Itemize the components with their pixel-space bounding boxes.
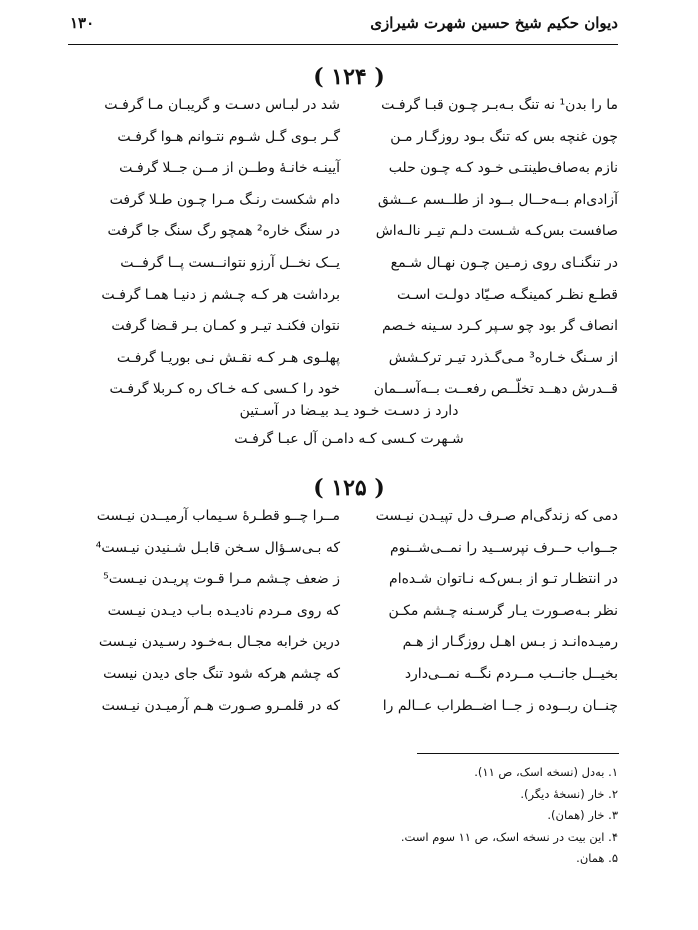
hemistich: در تنگنـای روی زمـین چـون نهـال شـمع [390, 254, 618, 271]
hemistich: قــدرش دهــد تخلّــص رفعــت بــه‌آســمان [373, 381, 618, 398]
hemistich: نظر بـه‌صـورت یـار گرسـنه چـشم مکـن [388, 602, 618, 619]
hemistich: قطـع نظـر کمینگـه صـیّاد دولـت اسـت [396, 286, 618, 303]
footnote: ۱. بەدل (نسخه اسک، ص ۱۱). [474, 765, 618, 779]
poem-125-title: ( ۱۲۵ ) [313, 475, 385, 501]
hemistich: بخیــل جانــب مــردم نگــه نمــی‌دارد [404, 665, 618, 682]
hemistich: در سنگ خاره² همچو رگ سنگ جا گرفت [107, 223, 340, 240]
hemistich: که چشم هرکه شود تنگ جای دیدن نیست [103, 665, 340, 682]
hemistich: دام شکست رنـگ مـرا چـون طـلا گرفت [109, 191, 340, 208]
hemistich: یــک نخــل آرزو نتوانــست پــا گرفــت [120, 254, 340, 271]
hemistich: از سـنگ خـاره³ مـی‌گـذرد تیـر ترکـشش [388, 349, 618, 366]
footnote-divider [417, 753, 619, 754]
hemistich: درین خرابه مجـال بـه‌خـود رسـیدن نیـست [98, 634, 340, 651]
hemistich: خود را کـسی کـه خـاک ره کـربلا گرفـت [109, 381, 340, 398]
hemistich: شد در لبـاس دسـت و گریبـان مـا گرفـت [104, 97, 340, 113]
hemistich: گـر بـوی گـل شـوم نتـوانم هـوا گرفـت [117, 128, 340, 145]
hemistich: نتوان فکنـد تیـر و کمـان بـر قـضا گرفت [111, 318, 340, 335]
footnote: ۴. این بیت در نسخه اسک، ص ۱۱ سوم است. [400, 829, 618, 844]
footnote: ۵. همان. [576, 851, 618, 865]
closing-hemistich: شـهرت کـسی کـه دامـن آل عبـا گرفـت [234, 431, 464, 447]
hemistich: آیینـه خانـهٔ وطــن از مــن جــلا گرفـت [119, 160, 340, 177]
hemistich: ما را بدن¹ نه تنگ بـه‌بـر چـون قبـا گرفـت [381, 97, 618, 113]
footnote: ۳. خار (همان). [547, 808, 618, 822]
hemistich: جــواب حــرف نپرســید را نمــی‌شــنوم [390, 539, 618, 556]
hemistich: که در قلمـرو صـورت هـم آرمیـدن نیـست [101, 697, 340, 714]
hemistich: چنــان ربــوده ز جــا اضــطراب عــالم را [382, 697, 618, 714]
footnote: ۲. خار (نسخهٔ دیگر). [520, 786, 618, 801]
hemistich: آزادی‌ام بــه‌حــال بــود از طلــسم عــشق [377, 191, 618, 208]
hemistich: پهلـوی هـر کـه نقـش نـی بوریـا گرفـت [116, 349, 340, 366]
hemistich: دمی که زندگی‌ام صـرف دل تپیـدن نیـست [375, 508, 618, 524]
hemistich: مــرا چــو قطـرهٔ سـیماب آرمیــدن نیـست [96, 508, 340, 524]
hemistich: ز ضعف چـشم مـرا قـوت پریـدن نیـست⁵ [103, 571, 340, 588]
poem-124-title: ( ۱۲۴ ) [313, 64, 385, 90]
hemistich: نازم به‌صاف‌طینتـی خـود کـه چـون حلب [388, 160, 618, 177]
hemistich: رمیـده‌انـد ز بـس اهـل روزگـار از هـم [402, 634, 618, 651]
poem-125-right-hemistichs [358, 501, 618, 722]
hemistich: برداشت هر کـه چـشم ز دنیـا همـا گرفـت [101, 286, 340, 303]
poem-124-right-hemistichs [358, 90, 618, 406]
hemistich: که روی مـردم نادیـده بـاب دیـدن نیـست [107, 602, 340, 619]
hemistich: صافست بس‌کـه شـست دلـم تیـر نالـه‌اش [375, 223, 618, 240]
poem-124-left-hemistichs [90, 90, 340, 406]
poem-125-left-hemistichs [90, 501, 340, 722]
page-number: ۱۳۰ [70, 14, 95, 32]
hemistich: در انتظـار تـو از بـس‌کـه نـاتوان شـده‌ام [389, 571, 618, 588]
closing-hemistich: دارد ز دسـت خـود یـد بیـضا در آسـتین [239, 403, 459, 419]
header-divider [68, 44, 618, 45]
running-header-title: دیوان حکیم شیخ حسین شهرت شیرازی [370, 14, 618, 32]
footnotes [218, 762, 618, 870]
hemistich: انصاف گر بود چو سـپر کـرد سـینه خـصم [381, 318, 618, 335]
hemistich: که بـی‌سـؤال سـخن قابـل شـنیدن نیـست⁴ [95, 539, 340, 556]
hemistich: چون غنچه بس که تنگ بـود روزگـار مـن [390, 128, 618, 145]
